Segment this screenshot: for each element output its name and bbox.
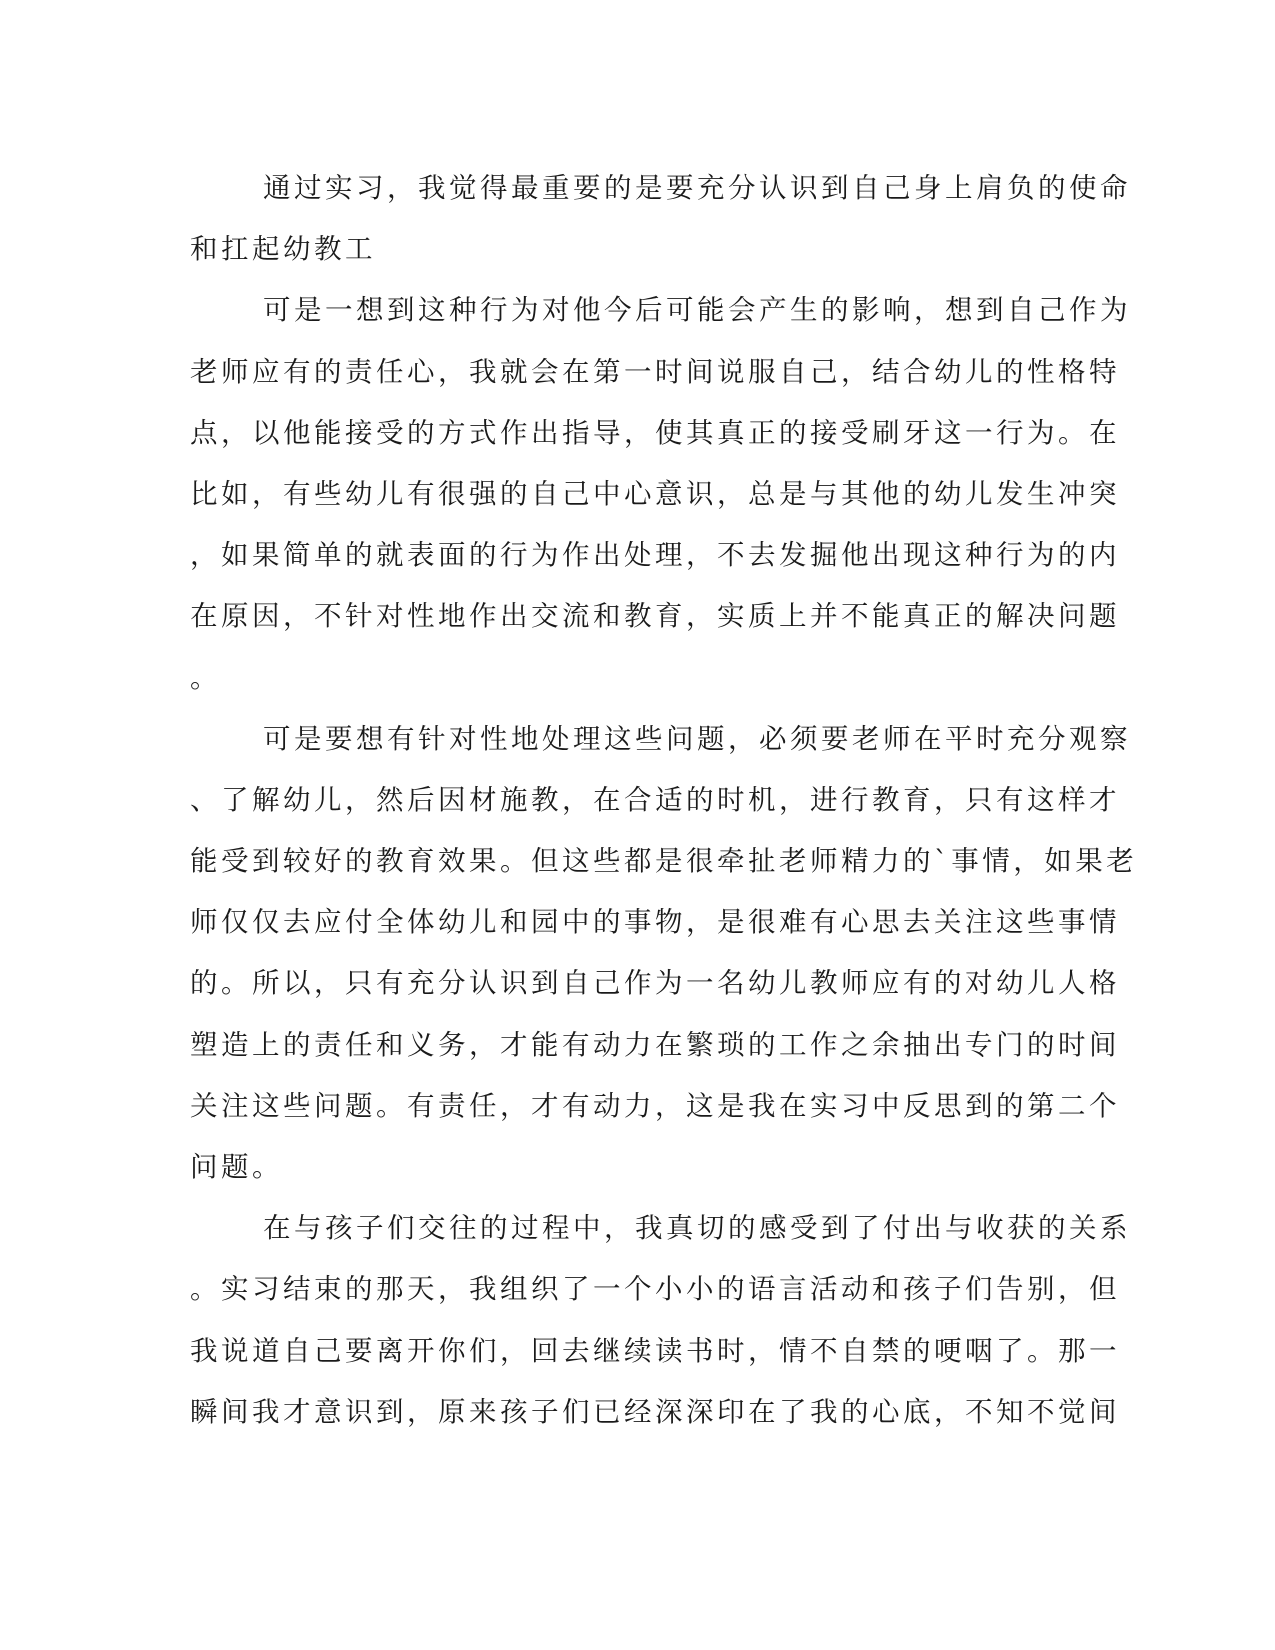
text-line: 在与孩子们交往的过程中，我真切的感受到了付出与收获的关系 (263, 1212, 1131, 1245)
text-line: 。实习结束的那天，我组织了一个小小的语言活动和孩子们告别，但 (190, 1273, 1120, 1306)
text-line: 我说道自己要离开你们，回去继续读书时，情不自禁的哽咽了。那一 (190, 1334, 1120, 1367)
document-body (190, 158, 1138, 1443)
text-line: ，如果简单的就表面的行为作出处理，不去发掘他出现这种行为的内 (190, 539, 1120, 572)
text-line: 问题。 (190, 1151, 283, 1183)
text-line: 塑造上的责任和义务，才能有动力在繁琐的工作之余抽出专门的时间 (190, 1028, 1120, 1061)
text-line: 点，以他能接受的方式作出指导，使其真正的接受刷牙这一行为。在 (190, 416, 1120, 449)
text-line: 能受到较好的教育效果。但这些都是很牵扯老师精力的`事情，如果老 (190, 845, 1138, 878)
text-line: 比如，有些幼儿有很强的自己中心意识，总是与其他的幼儿发生冲突 (190, 477, 1120, 510)
text-line: 师仅仅去应付全体幼儿和园中的事物，是很难有心思去关注这些事情 (190, 906, 1120, 939)
text-line: 通过实习，我觉得最重要的是要充分认识到自己身上肩负的使命 (263, 172, 1131, 204)
text-line: 瞬间我才意识到，原来孩子们已经深深印在了我的心底，不知不觉间 (190, 1395, 1120, 1428)
text-line: 可是一想到这种行为对他今后可能会产生的影响，想到自己作为 (263, 294, 1131, 327)
text-line: 可是要想有针对性地处理这些问题，必须要老师在平时充分观察 (263, 722, 1131, 755)
text-line: 在原因，不针对性地作出交流和教育，实质上并不能真正的解决问题 (190, 600, 1120, 633)
text-line: 。 (190, 661, 221, 694)
text-line: 关注这些问题。有责任，才有动力，这是我在实习中反思到的第二个 (190, 1089, 1120, 1122)
text-line: 老师应有的责任心，我就会在第一时间说服自己，结合幼儿的性格特 (190, 355, 1120, 388)
text-line: 和扛起幼教工 (190, 233, 376, 266)
text-line: 的。所以，只有充分认识到自己作为一名幼儿教师应有的对幼儿人格 (190, 967, 1120, 1000)
text-line: 、了解幼儿，然后因材施教，在合适的时机，进行教育，只有这样才 (190, 783, 1120, 816)
